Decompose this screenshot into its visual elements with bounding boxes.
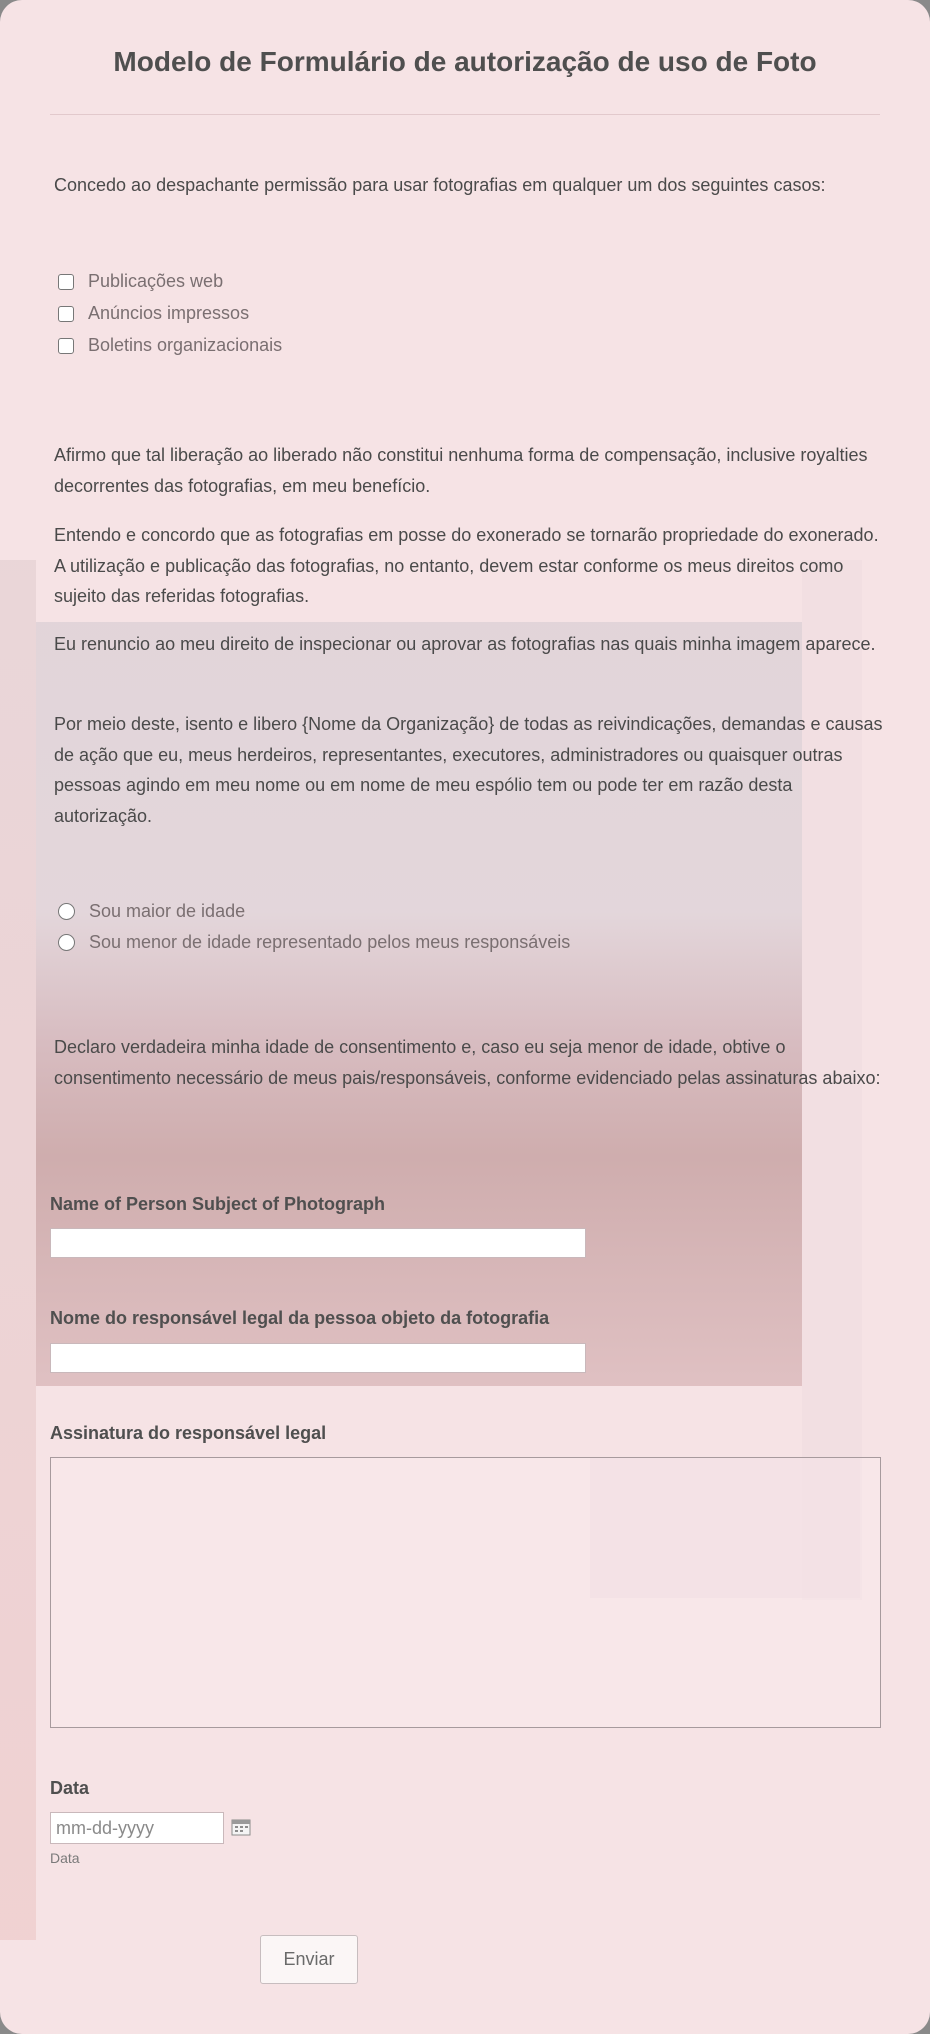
checkbox-option-print[interactable] (58, 303, 249, 324)
consent-declaration: Declaro verdadeira minha idade de consentimento e, caso eu seja menor de idade, obtive o consentimento necessário de meus pais/responsáveis, conforme evidenciado pelas assinaturas abaixo: (54, 1037, 881, 1088)
date-sublabel: Data (50, 1850, 80, 1866)
signature-label: Assinatura do responsável legal (50, 1423, 327, 1443)
title-divider (50, 114, 880, 115)
checkbox-label: Anúncios impressos (88, 303, 250, 323)
checkbox-web[interactable] (58, 274, 74, 290)
release-paragraph-compensation: Afirmo que tal liberação ao liberado não constitui nenhuma forma de compensação, inclusive royalties decorrentes das fotografias, em meu benefício. (54, 445, 868, 496)
date-label: Data (50, 1778, 90, 1798)
guardian-name-label: Nome do responsável legal da pessoa objeto da fotografia (50, 1308, 550, 1328)
radio-option-minor[interactable] (58, 932, 570, 953)
release-paragraph-inspection: Eu renuncio ao meu direito de inspecionar ou aprovar as fotografias nas quais minha imagem aparece. (54, 634, 876, 654)
signature-pad[interactable] (50, 1457, 881, 1728)
release-paragraph-waiver: Por meio deste, isento e libero {Nome da Organização} de todas as reivindicações, demandas e causas de ação que eu, meus herdeiros, representantes, executores, administradores ou quaisquer outras pessoas agindo em meu nome ou em nome de meu espólio tem ou pode ter em razão desta autorização. (54, 714, 883, 826)
usage-intro-text: Concedo ao despachante permissão para usar fotografias em qualquer um dos seguintes casos: (54, 175, 826, 195)
subject-name-label: Name of Person Subject of Photograph (50, 1194, 386, 1214)
radio-label: Sou menor de idade representado pelos meus responsáveis (89, 932, 571, 952)
date-input[interactable] (50, 1812, 224, 1844)
checkbox-label: Boletins organizacionais (88, 335, 283, 355)
radio-adult[interactable] (58, 903, 75, 920)
release-paragraph-ownership: Entendo e concordo que as fotografias em posse do exonerado se tornarão propriedade do exonerado. A utilização e publicação das fotografias, no entanto, devem estar conforme os meus direitos como sujeito das referidas fotografias. (54, 525, 879, 606)
guardian-name-input[interactable] (50, 1343, 586, 1373)
checkbox-newsletters[interactable] (58, 338, 74, 354)
checkbox-option-newsletters[interactable] (58, 335, 282, 356)
checkbox-option-web[interactable] (58, 271, 223, 292)
radio-minor[interactable] (58, 934, 75, 951)
submit-button[interactable]: Enviar (260, 1935, 358, 1984)
subject-name-input[interactable] (50, 1228, 586, 1258)
calendar-icon[interactable] (231, 1818, 251, 1836)
checkbox-label: Publicações web (88, 271, 224, 291)
radio-label: Sou maior de idade (89, 901, 246, 921)
radio-option-adult[interactable] (58, 901, 245, 922)
form-title: Modelo de Formulário de autorização de uso de Foto (113, 46, 817, 77)
checkbox-print[interactable] (58, 306, 74, 322)
